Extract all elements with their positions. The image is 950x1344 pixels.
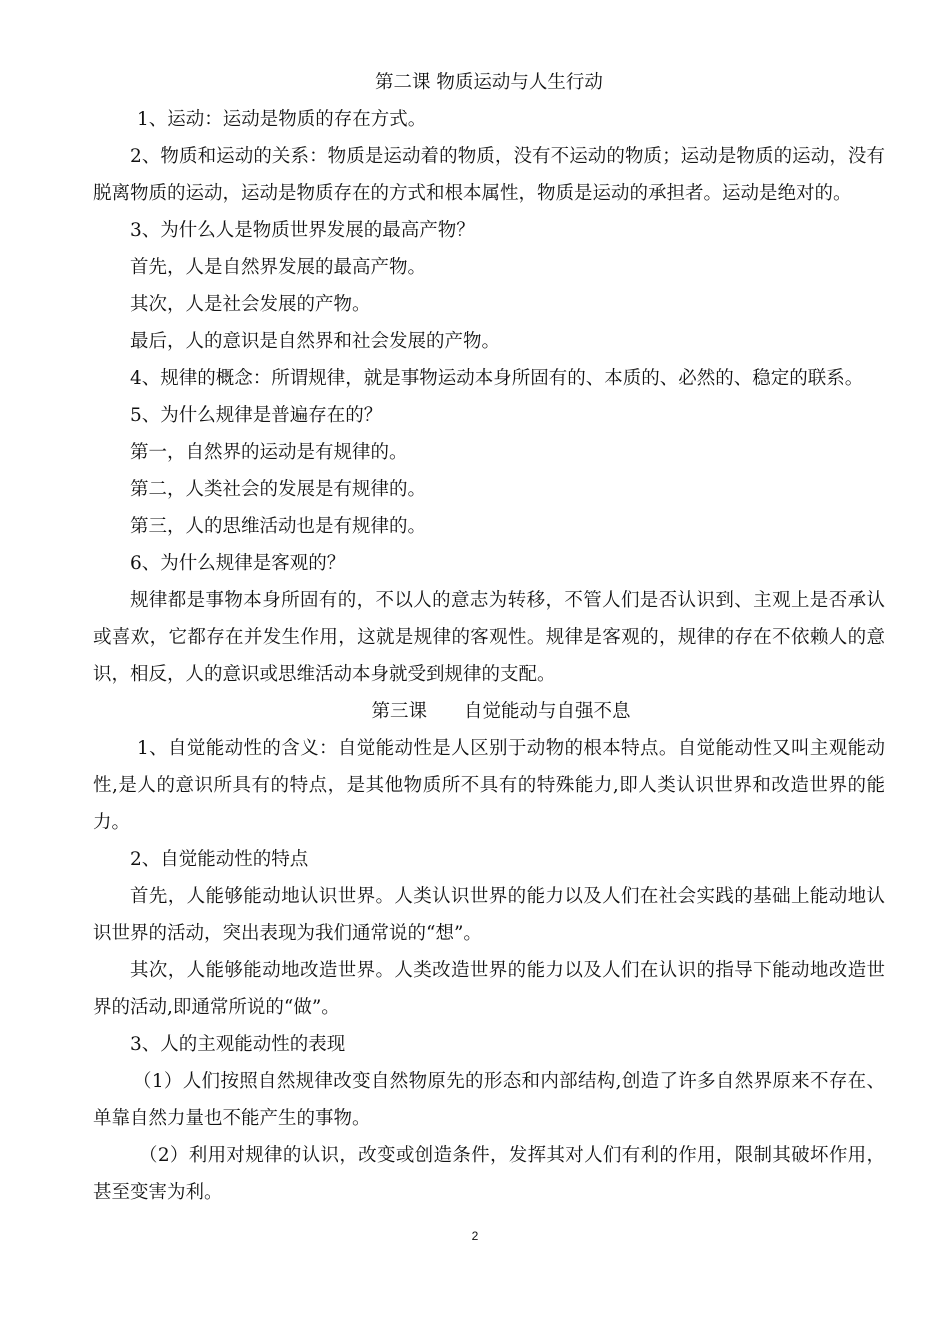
lesson-2-item-7: 4、规律的概念：所谓规律，就是事物运动本身所固有的、本质的、必然的、稳定的联系。 [130,368,864,389]
lesson-3-item-6: （1）人们按照自然规律改变自然物原先的形态和内部结构,创造了许多自然界原来不存在、单靠自然力量也不能产生的事物。 [93,1071,885,1129]
lesson-2-item-12: 6、为什么规律是客观的？ [130,553,346,574]
page-number: 2 [471,1229,479,1243]
lesson-2-item-3: 3、为什么人是物质世界发展的最高产物？ [130,220,475,241]
lesson-2-item-13: 规律都是事物本身所固有的，不以人的意志为转移，不管人们是否认识到、主观上是否承认或喜欢，它都存在并发生作用，这就是规律的客观性。规律是客观的，规律的存在不依赖人的意识，相反，人的意识或思维活动本身就受到规律的支配。 [93,590,885,685]
document-page [93,64,885,1211]
lesson-2-item-2: 2、物质和运动的关系：物质是运动着的物质，没有不运动的物质；运动是物质的运动，没有脱离物质的运动，运动是物质存在的方式和根本属性，物质是运动的承担者。运动是绝对的。 [93,146,885,204]
lesson-3-item-1: 1、自觉能动性的含义：自觉能动性是人区别于动物的根本特点。自觉能动性又叫主观能动性,是人的意识所具有的特点，是其他物质所不具有的特殊能力,即人类认识世界和改造世界的能力。 [93,738,885,833]
lesson-2-item-6: 最后，人的意识是自然界和社会发展的产物。 [130,331,501,352]
lesson-2-item-8: 5、为什么规律是普遍存在的？ [130,405,383,426]
lesson-3-item-7: （2）利用对规律的认识，改变或创造条件，发挥其对人们有利的作用，限制其破坏作用，甚至变害为利。 [93,1145,885,1203]
lesson-2-item-11: 第三，人的思维活动也是有规律的。 [130,516,427,537]
lesson-2-item-1: 1、运动：运动是物质的存在方式。 [137,109,427,130]
lesson-2-item-5: 其次，人是社会发展的产物。 [130,294,371,315]
lesson-3-title: 第三课 自觉能动与自强不息 [371,701,631,722]
lesson-3-item-4: 其次，人能够能动地改造世界。人类改造世界的能力以及人们在认识的指导下能动地改造世界的活动,即通常所说的“做”。 [93,960,885,1018]
lesson-2-title: 第二课 物质运动与人生行动 [375,72,603,93]
lesson-3-item-5: 3、人的主观能动性的表现 [130,1034,346,1055]
lesson-2-item-10: 第二，人类社会的发展是有规律的。 [130,479,427,500]
lesson-3-item-2: 2、自觉能动性的特点 [130,849,309,870]
lesson-2-item-9: 第一，自然界的运动是有规律的。 [130,442,408,463]
lesson-2-item-4: 首先，人是自然界发展的最高产物。 [130,257,427,278]
lesson-3-item-3: 首先，人能够能动地认识世界。人类认识世界的能力以及人们在社会实践的基础上能动地认识世界的活动，突出表现为我们通常说的“想”。 [93,886,885,944]
